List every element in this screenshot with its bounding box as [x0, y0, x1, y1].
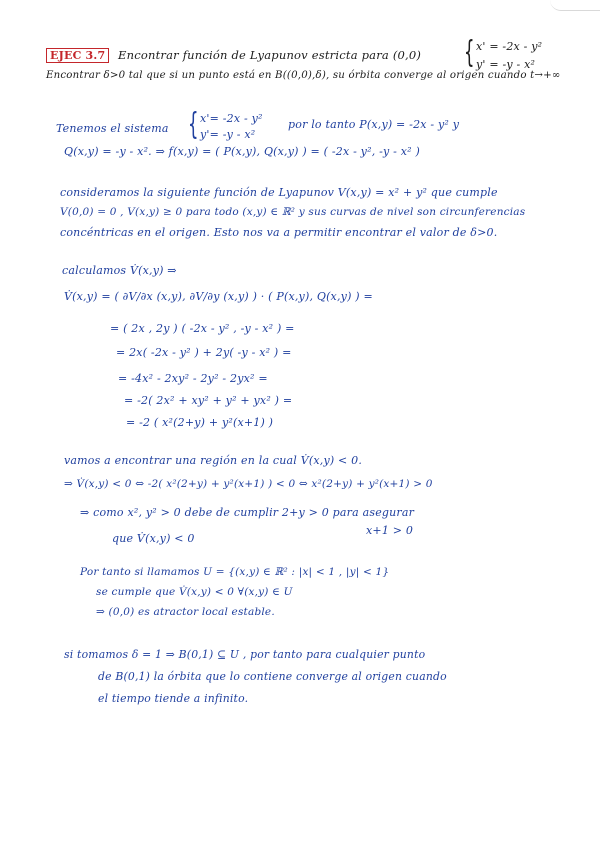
derivative-step-5: = -2 ( x²(2+y) + y²(x+1) )	[126, 416, 274, 429]
q-definition: Q(x,y) = -y - x². ⇒ f(x,y) = ( P(x,y), Q(x,y) ) = ( -2x - y², -y - x² )	[64, 145, 420, 158]
system-brace: {	[464, 35, 475, 70]
region-condition-2: x+1 > 0	[366, 524, 414, 537]
system-equation-x: x' = -2x - y²	[476, 40, 543, 53]
region-condition: ⇒ como x², y² > 0 debe de cumplir 2+y > 0 para asegurar	[80, 506, 415, 519]
neighbourhood-property: se cumple que V̇(x,y) < 0 ∀(x,y) ∈ U	[96, 586, 293, 598]
derivative-formula: V̇(x,y) = ( ∂V/∂x (x,y), ∂V/∂y (x,y) ) · ( P(x,y), Q(x,y) ) =	[64, 290, 373, 303]
lyapunov-line-3: concéntricas en el origen. Esto nos va a permitir encontrar el valor de δ>0.	[60, 226, 498, 239]
delta-line-2: de B(0,1) la órbita que lo contiene converge al origen cuando	[98, 670, 447, 683]
derivative-step-2: = 2x( -2x - y² ) + 2y( -y - x² ) =	[116, 346, 292, 359]
exercise-label: EJEC 3.7	[46, 49, 109, 62]
region-implication: ⇒ V̇(x,y) < 0 ⇔ -2( x²(2+y) + y²(x+1) ) < 0 ⇔ x²(2+y) + y²(x+1) > 0	[64, 478, 433, 490]
section1-eq-y: y'= -y - x²	[200, 128, 256, 141]
system-intro: Tenemos el sistema	[56, 122, 169, 135]
neighbourhood-definition: Por tanto si llamamos U = {(x,y) ∈ ℝ² : |x| < 1 , |y| < 1}	[80, 566, 390, 578]
p-definition: por lo tanto P(x,y) = -2x - y² y	[288, 118, 460, 131]
delta-line-3: el tiempo tiende a infinito.	[98, 692, 249, 705]
derivative-step-1: = ( 2x , 2y ) ( -2x - y² , -y - x² ) =	[110, 322, 295, 335]
delta-line-1: si tomamos δ = 1 ⇒ B(0,1) ⊆ U , por tanto para cualquier punto	[64, 648, 426, 661]
derivative-step-4: = -2( 2x² + xy² + y² + yx² ) =	[124, 394, 293, 407]
section1-eq-x: x'= -2x - y²	[200, 112, 263, 125]
stability-conclusion: ⇒ (0,0) es atractor local estable.	[96, 606, 275, 618]
exercise-title: Encontrar función de Lyapunov estricta para (0,0)	[118, 48, 422, 62]
exercise-subtitle: Encontrar δ>0 tal que si un punto está en B((0,0),δ), su órbita converge al origen cuando t→+∞	[46, 70, 561, 81]
lyapunov-line-1: consideramos la siguiente función de Lyapunov V(x,y) = x² + y² que cumple	[60, 186, 498, 199]
system-equation-y: y' = -y - x²	[476, 58, 536, 71]
region-conclusion: que V̇(x,y) < 0	[112, 532, 195, 545]
lyapunov-line-2: V(0,0) = 0 , V(x,y) ≥ 0 para todo (x,y) ∈ ℝ² y sus curvas de nivel son circunferencias	[60, 206, 526, 218]
derivative-step-3: = -4x² - 2xy² - 2y² - 2yx² =	[118, 372, 268, 385]
derivative-intro: calculamos V̇(x,y) ⇒	[62, 264, 177, 277]
region-intro: vamos a encontrar una región en la cual V̇(x,y) < 0.	[64, 454, 363, 467]
page-corner-curl	[550, 0, 600, 11]
section1-brace: {	[188, 107, 199, 142]
